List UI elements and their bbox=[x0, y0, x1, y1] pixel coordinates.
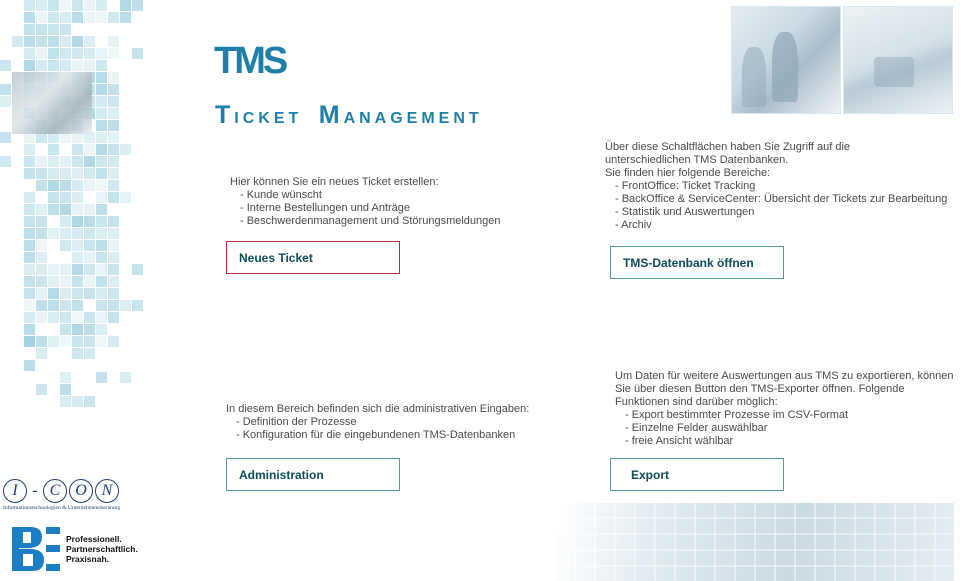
tagline-line: Professionell. bbox=[66, 534, 122, 544]
mosaic-tile bbox=[60, 384, 71, 395]
mosaic-tile bbox=[24, 336, 35, 347]
mosaic-tile bbox=[36, 156, 47, 167]
mosaic-tile bbox=[24, 168, 35, 179]
mosaic-tile bbox=[48, 264, 59, 275]
mosaic-tile bbox=[132, 264, 143, 275]
mosaic-tile bbox=[108, 168, 119, 179]
mosaic-tile bbox=[36, 24, 47, 35]
mosaic-tile bbox=[96, 252, 107, 263]
logo-letter: N bbox=[95, 479, 119, 503]
header-photo-screen bbox=[843, 6, 953, 114]
mosaic-tile bbox=[60, 204, 71, 215]
mosaic-tile bbox=[108, 264, 119, 275]
mosaic-tile bbox=[96, 96, 107, 107]
mosaic-tile bbox=[24, 144, 35, 155]
mosaic-tile bbox=[132, 0, 143, 11]
mosaic-tile bbox=[84, 336, 95, 347]
keyboard-photo bbox=[556, 503, 954, 581]
mosaic-tile bbox=[84, 12, 95, 23]
mosaic-tile bbox=[96, 0, 107, 11]
mosaic-tile bbox=[108, 12, 119, 23]
mosaic-tile bbox=[36, 180, 47, 191]
mosaic-tile bbox=[72, 300, 83, 311]
mosaic-tile bbox=[72, 324, 83, 335]
mosaic-tile bbox=[72, 204, 83, 215]
mosaic-tile bbox=[24, 0, 35, 11]
mosaic-tile bbox=[36, 384, 47, 395]
export-description: Um Daten für weitere Auswertungen aus TMS zu exportieren, können Sie über diesen Button den TMS-Exporter öffnen. Folgende Funktionen sind darüber möglich: - Export bestimmter Prozesse im CSV-Format - Einzelne Felder auswählbar - freie Ansicht wählbar bbox=[615, 370, 954, 447]
database-description: Über diese Schaltflächen haben Sie Zugriff auf die unterschiedlichen TMS Datenbanken. Sie finden hier folgende Bereiche: - FrontOffice: Ticket Tracking - BackOffice & ServiceCenter: Übersicht der Tickets zur Bearbeitung - Statistik und Auswertungen - Archiv bbox=[605, 141, 948, 231]
mosaic-tile bbox=[96, 144, 107, 155]
mosaic-tile bbox=[24, 48, 35, 59]
mosaic-tile bbox=[36, 288, 47, 299]
mosaic-tile bbox=[36, 168, 47, 179]
mosaic-tile bbox=[48, 312, 59, 323]
mosaic-tile bbox=[96, 204, 107, 215]
mosaic-tile bbox=[84, 228, 95, 239]
mosaic-tile bbox=[72, 48, 83, 59]
be-company-logo bbox=[10, 525, 138, 573]
mosaic-tile bbox=[96, 324, 107, 335]
open-database-button[interactable]: TMS-Datenbank öffnen bbox=[610, 246, 784, 279]
mosaic-tile bbox=[60, 396, 71, 407]
mosaic-tile bbox=[0, 96, 11, 107]
mosaic-tile bbox=[60, 168, 71, 179]
mosaic-tile bbox=[36, 348, 47, 359]
mosaic-tile bbox=[60, 372, 71, 383]
mosaic-tile bbox=[120, 144, 131, 155]
mosaic-tile bbox=[84, 252, 95, 263]
header-photo-office bbox=[731, 6, 841, 114]
mosaic-tile bbox=[24, 216, 35, 227]
mosaic-tile bbox=[120, 300, 131, 311]
mosaic-tile bbox=[120, 0, 131, 11]
mosaic-tile bbox=[36, 36, 47, 47]
mosaic-tile bbox=[84, 240, 95, 251]
mosaic-tile bbox=[24, 324, 35, 335]
mosaic-tile bbox=[120, 12, 131, 23]
mosaic-tile bbox=[36, 252, 47, 263]
mosaic-tile bbox=[60, 240, 71, 251]
mosaic-tile bbox=[84, 168, 95, 179]
mosaic-tile bbox=[60, 324, 71, 335]
mosaic-tile bbox=[96, 60, 107, 71]
mosaic-tile bbox=[72, 156, 83, 167]
mosaic-tile bbox=[48, 0, 59, 11]
mosaic-tile bbox=[108, 300, 119, 311]
mosaic-tile bbox=[96, 12, 107, 23]
mosaic-tile bbox=[108, 84, 119, 95]
mosaic-tile bbox=[48, 180, 59, 191]
admin-description: In diesem Bereich befinden sich die administrativen Eingaben: - Definition der Prozesse - Konfiguration für die eingebundenen TMS-Datenbanken bbox=[226, 403, 530, 441]
mosaic-tile bbox=[96, 120, 107, 131]
mosaic-tile bbox=[72, 312, 83, 323]
mosaic-tile bbox=[24, 12, 35, 23]
export-button[interactable]: Export bbox=[610, 458, 784, 491]
mosaic-tile bbox=[60, 312, 71, 323]
mosaic-tile bbox=[108, 192, 119, 203]
mosaic-tile bbox=[84, 264, 95, 275]
tagline-line: Partnerschaftlich. bbox=[66, 544, 138, 554]
mosaic-tile bbox=[84, 216, 95, 227]
mosaic-tile bbox=[84, 276, 95, 287]
mosaic-tile bbox=[24, 60, 35, 71]
mosaic-tile bbox=[84, 156, 95, 167]
mosaic-tile bbox=[24, 192, 35, 203]
mosaic-tile bbox=[48, 156, 59, 167]
mosaic-tile bbox=[48, 300, 59, 311]
decorative-mosaic bbox=[0, 0, 145, 420]
mosaic-tile bbox=[72, 288, 83, 299]
mosaic-tile bbox=[12, 36, 23, 47]
mosaic-tile bbox=[108, 240, 119, 251]
mosaic-tile bbox=[72, 36, 83, 47]
mosaic-tile bbox=[72, 396, 83, 407]
mosaic-tile bbox=[36, 264, 47, 275]
mosaic-tile bbox=[36, 336, 47, 347]
mosaic-tile bbox=[84, 204, 95, 215]
mosaic-tile bbox=[108, 48, 119, 59]
mosaic-tile bbox=[96, 84, 107, 95]
mosaic-tile bbox=[48, 48, 59, 59]
mosaic-tile bbox=[72, 240, 83, 251]
mosaic-tile bbox=[0, 60, 11, 71]
mosaic-tile bbox=[24, 156, 35, 167]
mosaic-tile bbox=[24, 288, 35, 299]
app-title: TMS bbox=[214, 40, 286, 82]
mosaic-tile bbox=[108, 156, 119, 167]
mosaic-tile bbox=[60, 48, 71, 59]
mosaic-tile bbox=[72, 192, 83, 203]
mosaic-tile bbox=[72, 264, 83, 275]
mosaic-tile bbox=[24, 228, 35, 239]
mosaic-tile bbox=[84, 180, 95, 191]
mosaic-tile bbox=[48, 204, 59, 215]
mosaic-tile bbox=[60, 24, 71, 35]
mosaic-photo bbox=[12, 72, 92, 134]
mosaic-tile bbox=[120, 192, 131, 203]
mosaic-tile bbox=[96, 228, 107, 239]
mosaic-tile bbox=[84, 36, 95, 47]
mosaic-tile bbox=[108, 288, 119, 299]
mosaic-tile bbox=[84, 48, 95, 59]
mosaic-tile bbox=[60, 12, 71, 23]
mosaic-tile bbox=[48, 60, 59, 71]
mosaic-tile bbox=[0, 84, 11, 95]
mosaic-tile bbox=[60, 336, 71, 347]
mosaic-tile bbox=[72, 276, 83, 287]
mosaic-tile bbox=[36, 300, 47, 311]
administration-button[interactable]: Administration bbox=[226, 458, 400, 491]
mosaic-tile bbox=[108, 216, 119, 227]
mosaic-tile bbox=[84, 144, 95, 155]
mosaic-tile bbox=[72, 216, 83, 227]
mosaic-tile bbox=[96, 276, 107, 287]
mosaic-tile bbox=[36, 240, 47, 251]
mosaic-tile bbox=[0, 156, 11, 167]
mosaic-tile bbox=[108, 36, 119, 47]
mosaic-tile bbox=[36, 204, 47, 215]
mosaic-tile bbox=[120, 372, 131, 383]
mosaic-tile bbox=[24, 204, 35, 215]
tagline-line: Praxisnah. bbox=[66, 554, 109, 564]
mosaic-tile bbox=[60, 264, 71, 275]
mosaic-tile bbox=[108, 108, 119, 119]
mosaic-tile bbox=[72, 252, 83, 263]
mosaic-tile bbox=[48, 276, 59, 287]
mosaic-tile bbox=[72, 348, 83, 359]
mosaic-tile bbox=[84, 0, 95, 11]
mosaic-tile bbox=[96, 132, 107, 143]
mosaic-tile bbox=[48, 192, 59, 203]
logo-subline: Informationstechnologien & Unternehmensberatung bbox=[3, 505, 121, 511]
mosaic-tile bbox=[60, 180, 71, 191]
mosaic-tile bbox=[108, 144, 119, 155]
mosaic-tile bbox=[24, 300, 35, 311]
mosaic-tile bbox=[108, 276, 119, 287]
mosaic-tile bbox=[84, 348, 95, 359]
mosaic-tile bbox=[72, 228, 83, 239]
mosaic-tile bbox=[96, 336, 107, 347]
mosaic-tile bbox=[72, 336, 83, 347]
mosaic-tile bbox=[96, 108, 107, 119]
mosaic-tile bbox=[96, 48, 107, 59]
mosaic-tile bbox=[24, 276, 35, 287]
mosaic-tile bbox=[108, 252, 119, 263]
mosaic-tile bbox=[96, 216, 107, 227]
mosaic-tile bbox=[96, 264, 107, 275]
mosaic-tile bbox=[96, 372, 107, 383]
mosaic-tile bbox=[96, 192, 107, 203]
mosaic-tile bbox=[60, 228, 71, 239]
mosaic-tile bbox=[48, 12, 59, 23]
mosaic-tile bbox=[72, 168, 83, 179]
logo-letter: I bbox=[3, 479, 27, 503]
mosaic-tile bbox=[36, 216, 47, 227]
mosaic-tile bbox=[48, 36, 59, 47]
mosaic-tile bbox=[60, 156, 71, 167]
mosaic-tile bbox=[96, 312, 107, 323]
mosaic-tile bbox=[48, 24, 59, 35]
mosaic-tile bbox=[48, 168, 59, 179]
mosaic-tile bbox=[84, 396, 95, 407]
mosaic-tile bbox=[72, 180, 83, 191]
logo-letter: - bbox=[32, 482, 38, 499]
mosaic-tile bbox=[60, 36, 71, 47]
icon-company-logo bbox=[3, 479, 120, 511]
mosaic-tile bbox=[96, 168, 107, 179]
mosaic-tile bbox=[108, 96, 119, 107]
logo-letter: O bbox=[69, 479, 93, 503]
mosaic-tile bbox=[24, 24, 35, 35]
mosaic-tile bbox=[96, 156, 107, 167]
mosaic-tile bbox=[72, 60, 83, 71]
mosaic-tile bbox=[96, 240, 107, 251]
mosaic-tile bbox=[96, 300, 107, 311]
mosaic-tile bbox=[48, 228, 59, 239]
mosaic-tile bbox=[48, 336, 59, 347]
mosaic-tile bbox=[108, 132, 119, 143]
mosaic-tile bbox=[96, 288, 107, 299]
mosaic-tile bbox=[84, 288, 95, 299]
mosaic-tile bbox=[36, 312, 47, 323]
mosaic-tile bbox=[60, 300, 71, 311]
mosaic-tile bbox=[24, 240, 35, 251]
mosaic-tile bbox=[36, 276, 47, 287]
mosaic-tile bbox=[60, 0, 71, 11]
mosaic-tile bbox=[24, 312, 35, 323]
mosaic-tile bbox=[60, 216, 71, 227]
mosaic-tile bbox=[60, 60, 71, 71]
be-logo-icon bbox=[10, 525, 62, 573]
mosaic-tile bbox=[36, 60, 47, 71]
mosaic-tile bbox=[60, 276, 71, 287]
new-ticket-button[interactable]: Neues Ticket bbox=[226, 241, 400, 274]
mosaic-tile bbox=[24, 264, 35, 275]
mosaic-tile bbox=[60, 288, 71, 299]
mosaic-tile bbox=[48, 288, 59, 299]
new-ticket-description: Hier können Sie ein neues Ticket erstellen: - Kunde wünscht - Interne Bestellungen und Anträge - Beschwerdenmanagement und Störungsmeldungen bbox=[230, 176, 501, 227]
mosaic-tile bbox=[108, 120, 119, 131]
mosaic-tile bbox=[132, 300, 143, 311]
mosaic-tile bbox=[84, 60, 95, 71]
mosaic-tile bbox=[108, 72, 119, 83]
mosaic-tile bbox=[132, 48, 143, 59]
mosaic-tile bbox=[36, 228, 47, 239]
mosaic-tile bbox=[36, 0, 47, 11]
logo-letter: C bbox=[43, 479, 67, 503]
mosaic-tile bbox=[36, 48, 47, 59]
mosaic-tile bbox=[108, 336, 119, 347]
mosaic-tile bbox=[24, 252, 35, 263]
app-subtitle: TICKET MANAGEMENT bbox=[215, 101, 483, 129]
mosaic-tile bbox=[84, 312, 95, 323]
mosaic-tile bbox=[96, 72, 107, 83]
mosaic-tile bbox=[108, 228, 119, 239]
mosaic-tile bbox=[84, 324, 95, 335]
mosaic-tile bbox=[60, 192, 71, 203]
mosaic-tile bbox=[24, 36, 35, 47]
mosaic-tile bbox=[108, 312, 119, 323]
mosaic-tile bbox=[72, 144, 83, 155]
mosaic-tile bbox=[96, 180, 107, 191]
mosaic-tile bbox=[48, 144, 59, 155]
mosaic-tile bbox=[72, 0, 83, 11]
mosaic-tile bbox=[36, 12, 47, 23]
mosaic-tile bbox=[72, 12, 83, 23]
mosaic-tile bbox=[108, 180, 119, 191]
mosaic-tile bbox=[24, 360, 35, 371]
mosaic-tile bbox=[0, 132, 11, 143]
